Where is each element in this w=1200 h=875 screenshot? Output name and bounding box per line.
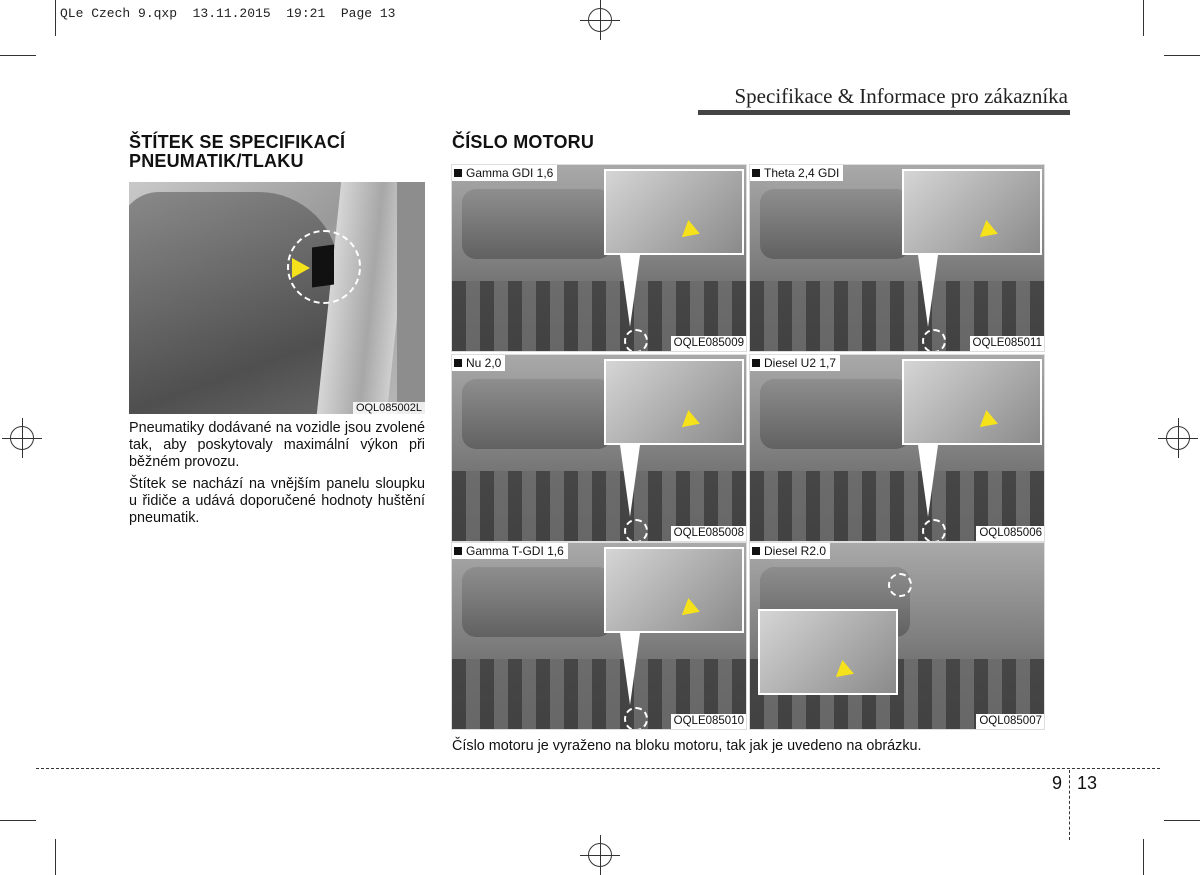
- crop-mark: [55, 839, 56, 875]
- pointer-arrow-icon: [676, 220, 700, 244]
- engine-photo: [749, 542, 1045, 730]
- paragraph: Štítek se nachází na vnějším panelu sloupku u řidiče a udává doporučené hodnoty huštění pneumatik.: [129, 476, 425, 526]
- registration-mark-icon: [2, 418, 42, 458]
- callout-pointer: [620, 633, 640, 705]
- crop-mark: [0, 55, 36, 56]
- bullet-square-icon: [454, 169, 462, 177]
- highlight-circle: [888, 573, 912, 597]
- running-head: Specifikace & Informace pro zákazníka: [734, 84, 1068, 108]
- engine-name: Theta 2,4 GDI: [764, 166, 840, 180]
- crop-mark: [55, 0, 56, 36]
- seat-illustration: [129, 192, 339, 414]
- header-rule: [698, 110, 1070, 115]
- engine-label: [452, 355, 505, 371]
- engine-name: Diesel R2.0: [764, 544, 827, 558]
- door-illustration: [397, 182, 425, 414]
- bullet-square-icon: [752, 547, 760, 555]
- registration-mark-icon: [1158, 418, 1198, 458]
- pointer-arrow-icon: [676, 410, 700, 434]
- pointer-arrow-icon: [292, 258, 310, 278]
- engine-label: [750, 355, 840, 371]
- engine-label: [452, 543, 568, 559]
- pointer-arrow-icon: [676, 598, 700, 622]
- engine-photo: [451, 354, 747, 542]
- engine-cover: [462, 379, 612, 449]
- engine-photo: [451, 164, 747, 352]
- detail-inset: [902, 359, 1042, 445]
- engine-name: Nu 2,0: [466, 356, 502, 370]
- image-code: OQLE085009: [671, 336, 746, 351]
- image-code: OQLE085008: [671, 526, 746, 541]
- detail-inset: [758, 609, 898, 695]
- engine-label: [452, 165, 557, 181]
- engine-name: Gamma GDI 1,6: [466, 166, 554, 180]
- engine-label: [750, 543, 830, 559]
- engine-cover: [760, 379, 910, 449]
- detail-inset: [604, 169, 744, 255]
- image-code: OQL085002L: [353, 402, 425, 414]
- crop-mark: [0, 820, 36, 821]
- image-code: OQLE085010: [671, 714, 746, 729]
- callout-pointer: [620, 445, 640, 517]
- engine-number-title: ČÍSLO MOTORU: [452, 132, 595, 152]
- callout-pointer: [918, 255, 938, 327]
- pointer-arrow-icon: [974, 410, 998, 434]
- callout-pointer: [620, 255, 640, 327]
- bullet-square-icon: [752, 169, 760, 177]
- bullet-square-icon: [752, 359, 760, 367]
- highlight-circle: [624, 707, 648, 730]
- highlight-circle: [624, 329, 648, 352]
- bullet-square-icon: [454, 359, 462, 367]
- highlight-circle: [624, 519, 648, 542]
- engine-name: Diesel U2 1,7: [764, 356, 837, 370]
- engine-label: [750, 165, 843, 181]
- page-number-separator: [1069, 770, 1070, 840]
- engine-photo: [749, 164, 1045, 352]
- pointer-arrow-icon: [974, 220, 998, 244]
- callout-pointer: [918, 445, 938, 517]
- engine-number-caption: Číslo motoru je vyraženo na bloku motoru, tak jak je uvedeno na obrázku.: [452, 738, 922, 754]
- image-code: OQL085006: [976, 526, 1044, 541]
- paragraph: Pneumatiky dodávané na vozidle jsou zvolené tak, aby poskytovaly maximální výkon při běžném provozu.: [129, 420, 425, 470]
- detail-inset: [604, 359, 744, 445]
- crop-mark: [1164, 55, 1200, 56]
- engine-photo: [749, 354, 1045, 542]
- engine-cover: [462, 567, 612, 637]
- engine-cover: [760, 189, 910, 259]
- bullet-square-icon: [454, 547, 462, 555]
- tire-label-title: ŠTÍTEK SE SPECIFIKACÍ PNEUMATIK/TLAKU: [129, 132, 346, 171]
- tire-label-photo: [129, 182, 425, 414]
- registration-mark-icon: [580, 0, 620, 40]
- crop-mark: [1164, 820, 1200, 821]
- pointer-arrow-icon: [830, 660, 854, 684]
- registration-mark-icon: [580, 835, 620, 875]
- footer-rule: [36, 768, 1160, 769]
- chapter-number: 9: [1052, 773, 1063, 793]
- engine-name: Gamma T-GDI 1,6: [466, 544, 564, 558]
- highlight-circle: [922, 329, 946, 352]
- image-code: OQLE085011: [970, 336, 1044, 351]
- image-code: OQL085007: [976, 714, 1044, 729]
- crop-mark: [1143, 0, 1144, 36]
- detail-inset: [604, 547, 744, 633]
- page-number: 13: [1077, 773, 1098, 793]
- print-header: QLe Czech 9.qxp 13.11.2015 19:21 Page 13: [60, 6, 396, 21]
- crop-mark: [1143, 839, 1144, 875]
- detail-inset: [902, 169, 1042, 255]
- engine-cover: [462, 189, 612, 259]
- highlight-circle: [922, 519, 946, 542]
- engine-photo: [451, 542, 747, 730]
